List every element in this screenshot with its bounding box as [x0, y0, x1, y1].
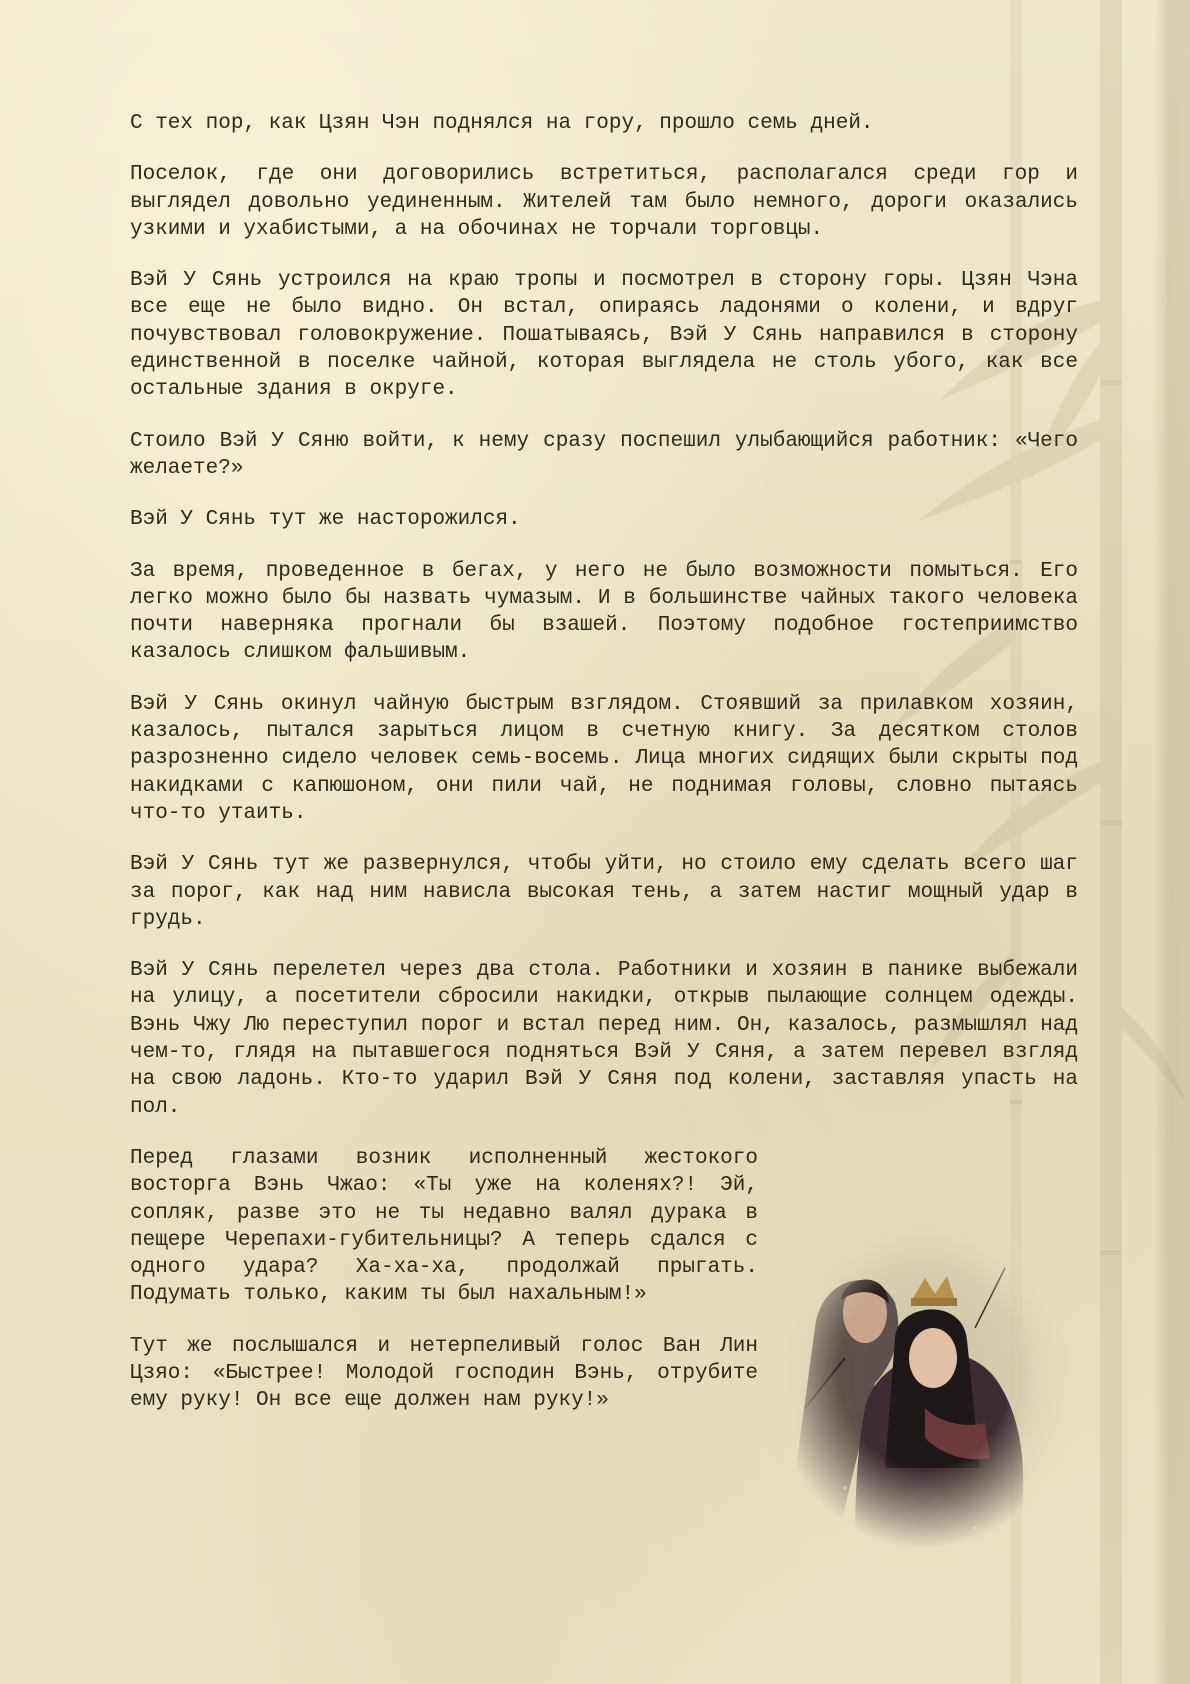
character-illustration: [775, 1208, 1075, 1548]
paragraph-1: С тех пор, как Цзян Чэн поднялся на гору, прошло семь дней.: [130, 112, 874, 135]
paragraph-11: Тут же послышался и нетерпеливый голос Ван Лин Цзяо: «Быстрее! Молодой господин Вэнь, отрубите ему руку! Он все еще должен нам руку!»: [130, 1334, 758, 1413]
paragraph-3: Вэй У Сянь устроился на краю тропы и посмотрел в сторону горы. Цзян Чэна все еще не было видно. Он встал, опираясь ладонями о колени, и вдруг почувствовал головокружение. Пошатываясь, Вэй У Сянь направился в сторону единственной в поселке чайной, которая выглядела не столь убого, как все остальные здания в округе.: [130, 269, 1078, 402]
paragraph-8: Вэй У Сянь тут же развернулся, чтобы уйти, но стоило ему сделать всего шаг за порог, как над ним нависла высокая тень, а затем настиг мощный удар в грудь.: [130, 853, 1078, 931]
paragraph-9: Вэй У Сянь перелетел через два стола. Работники и хозяин в панике выбежали на улицу, а посетители сбросили накидки, открыв пылающие солнцем одежды. Вэнь Чжу Лю переступил порог и встал перед ним. Он, казалось, размышлял над чем-то, глядя на пытавшегося подняться Вэй У Сяня, а затем перевел взгляд на свою ладонь. Кто-то ударил Вэй У Сяня под колени, заставляя упасть на пол.: [130, 959, 1078, 1119]
paragraph-5: Вэй У Сянь тут же насторожился.: [130, 508, 521, 532]
paragraph-7: Вэй У Сянь окинул чайную быстрым взглядом. Стоявший за прилавком хозяин, казалось, пытался зарыться лицом в счетную книгу. За десятком столов разрозненно сидело человек семь-восемь. Лица многих сидящих были скрыты под накидками с капюшоном, они пили чай, не поднимая головы, словно пытаясь что-то утаить.: [130, 692, 1078, 825]
paragraph-4: Стоило Вэй У Сяню войти, к нему сразу поспешил улыбающийся работник: «Чего желаете?»: [130, 429, 1078, 480]
paragraph-2: Поселок, где они договорились встретиться, располагался среди гор и выглядел довольно уединенным. Жителей там было немного, дороги оказались узкими и ухабистыми, а на обочинах не торчали торговцы.: [130, 163, 1078, 241]
paragraph-10: Перед глазами возник исполненный жестокого восторга Вэнь Чжао: «Ты уже на коленях?! Эй, сопляк, разве это не ты недавно валял дурака в пещере Черепахи-губительницы? А теперь сдался с одного удара? Ха-ха-ха, продолжай прыгать. Подумать только, каким ты был нахальным!»: [130, 1146, 758, 1307]
paragraph-6: За время, проведенное в бегах, у него не было возможности помыться. Его легко можно было бы назвать чумазым. И в большинстве чайных такого человека почти наверняка прогнали бы взашей. Поэтому подобное гостеприимство казалось слишком фальшивым.: [130, 559, 1078, 665]
page-edge-shadow: [1154, 0, 1190, 1684]
